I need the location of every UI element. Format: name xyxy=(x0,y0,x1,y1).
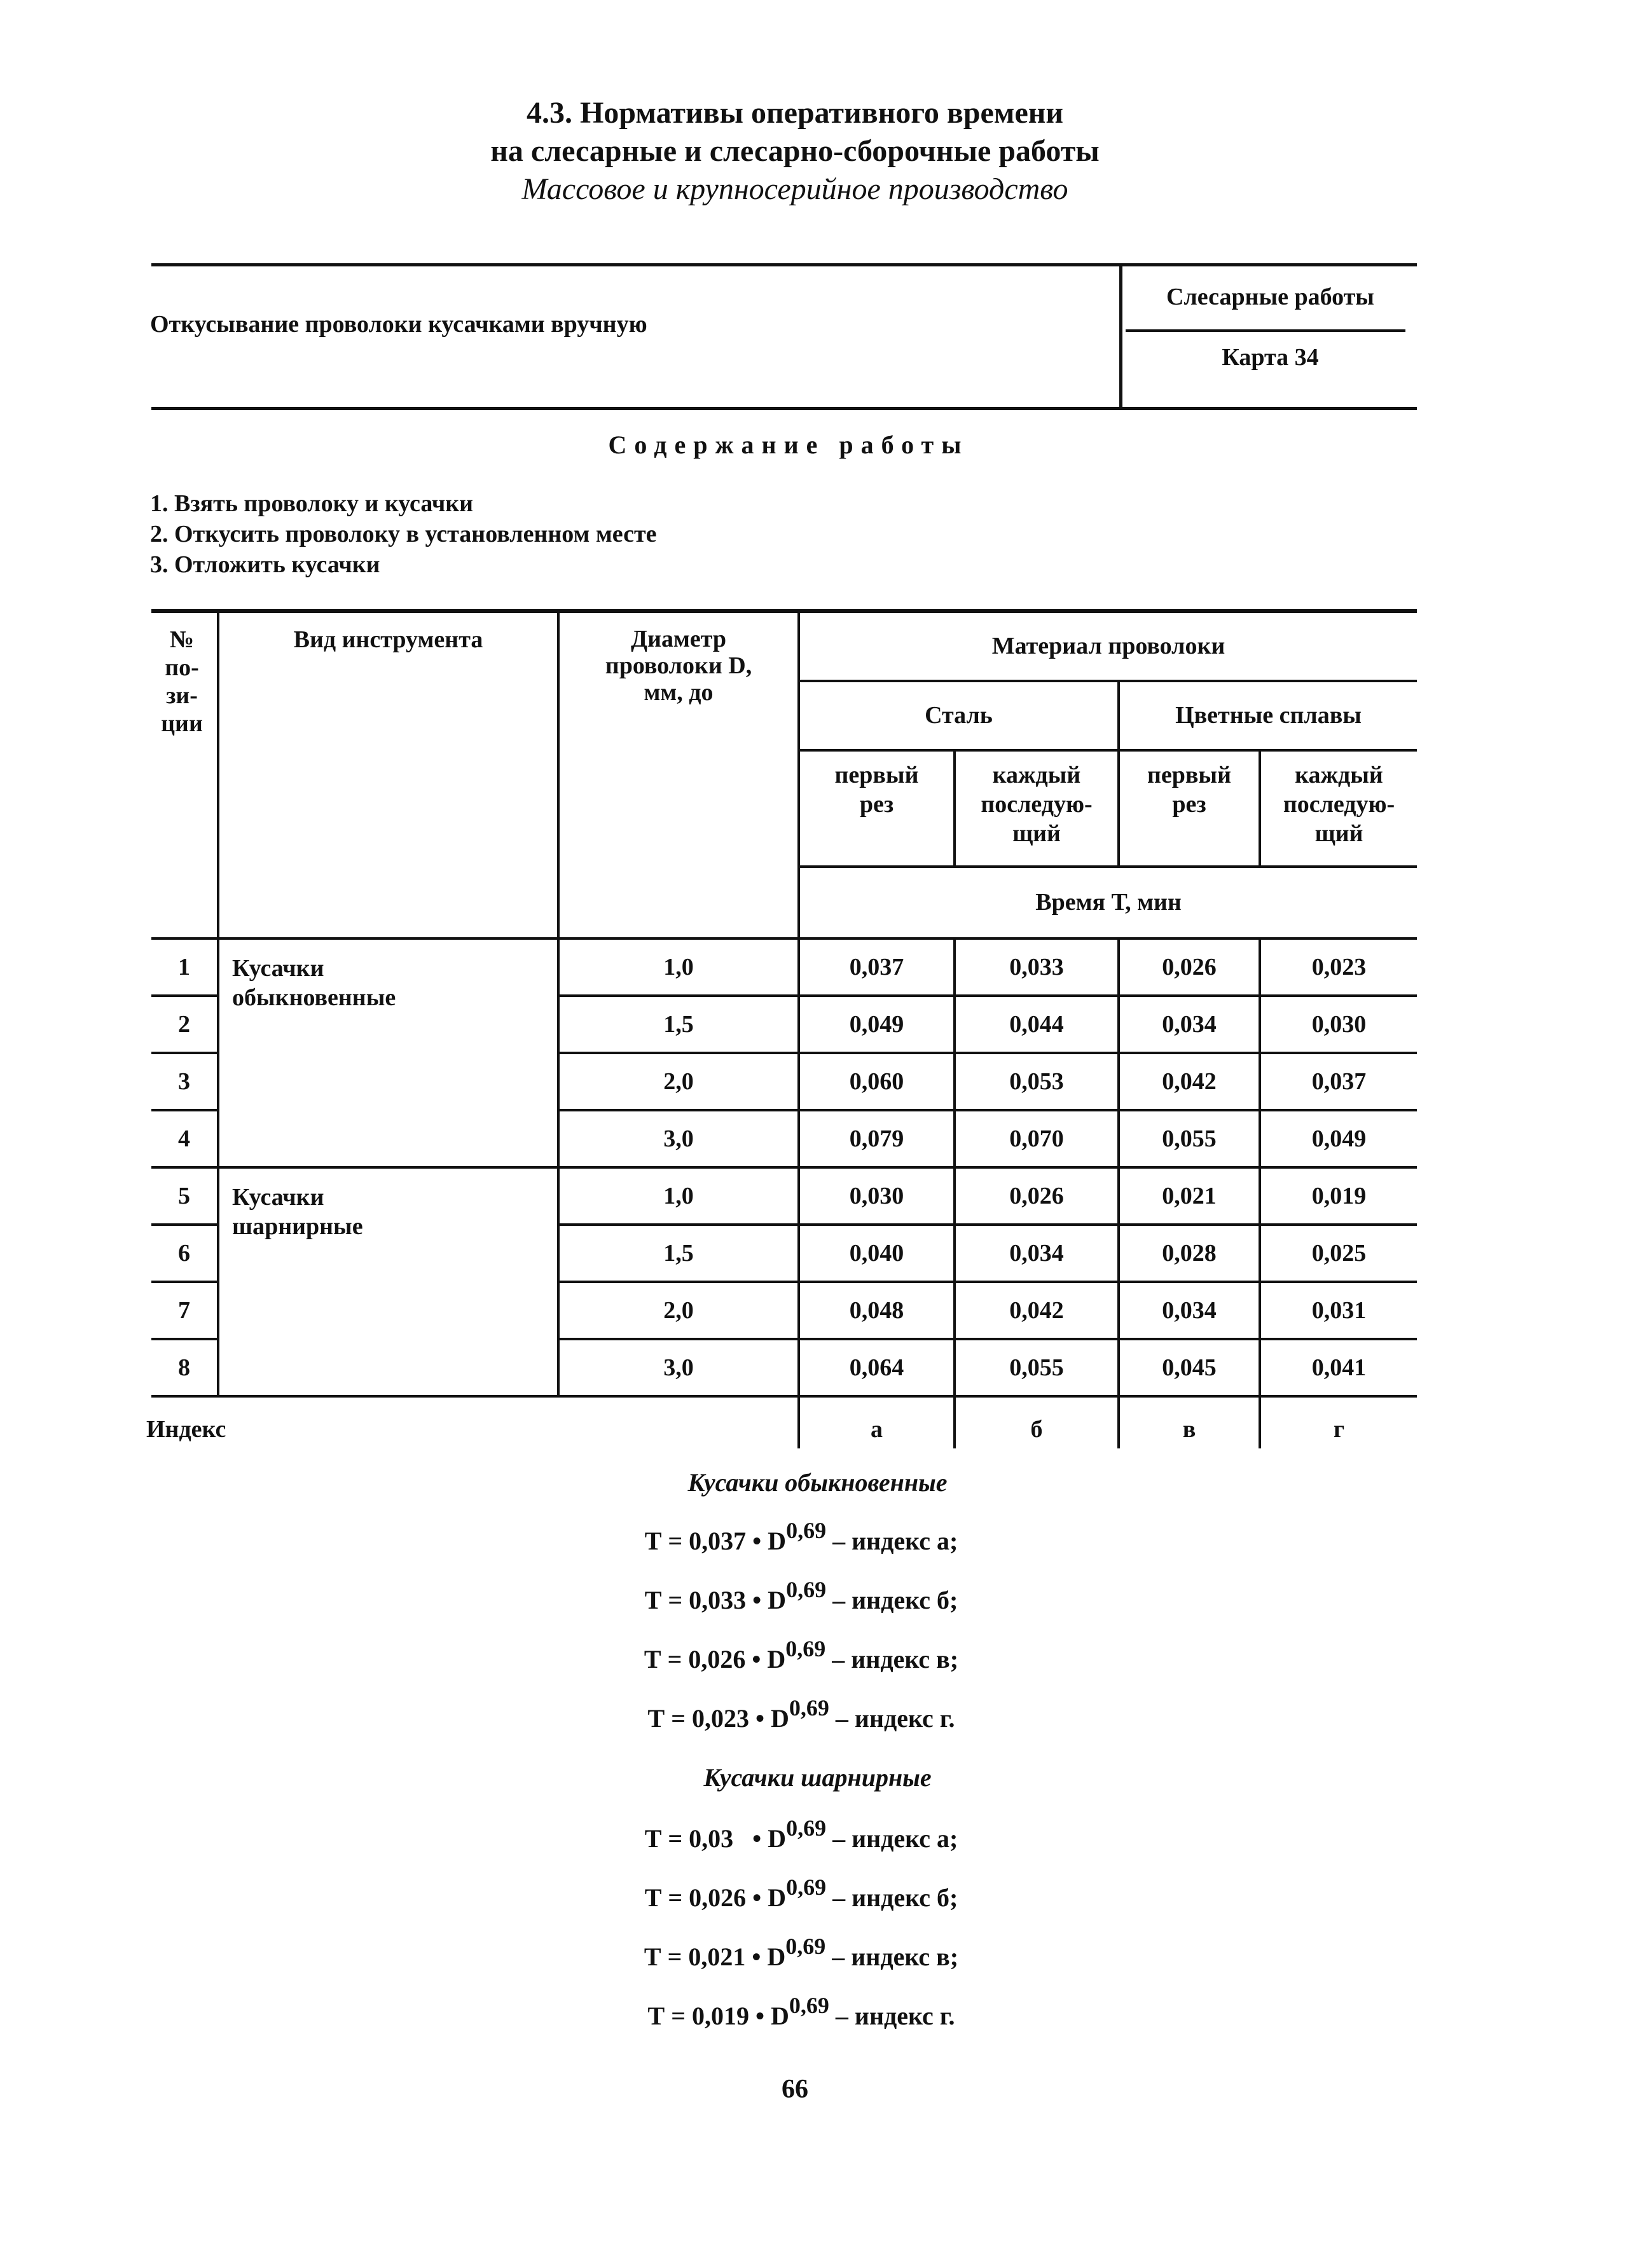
value-cell: 0,042 xyxy=(955,1282,1119,1339)
diameter-cell: 3,0 xyxy=(558,1110,799,1167)
value-cell: 0,034 xyxy=(1119,1282,1260,1339)
value-cell: 0,040 xyxy=(799,1225,955,1282)
position-cell: 7 xyxy=(151,1282,218,1339)
work-type: Слесарные работы xyxy=(1166,284,1374,310)
diameter-cell: 1,0 xyxy=(558,938,799,996)
step-2: 2. Откусить проволоку в установленном месте xyxy=(150,521,657,547)
card-number: Карта 34 xyxy=(1222,344,1319,371)
value-cell: 0,031 xyxy=(1260,1282,1417,1339)
value-cell: 0,037 xyxy=(1260,1053,1417,1110)
position-cell: 3 xyxy=(151,1053,218,1110)
index-letter: г xyxy=(1260,1396,1417,1448)
value-cell: 0,042 xyxy=(1119,1053,1260,1110)
step-3: 3. Отложить кусачки xyxy=(150,551,380,578)
value-cell: 0,019 xyxy=(1260,1167,1417,1225)
value-cell: 0,037 xyxy=(799,938,955,996)
value-cell: 0,048 xyxy=(799,1282,955,1339)
formula: Т = 0,033 • D$^{0,69}$ – индекс б; xyxy=(644,1577,958,1614)
position-cell: 2 xyxy=(151,996,218,1053)
value-cell: 0,041 xyxy=(1260,1339,1417,1396)
subheader-nonferrous-first: первый рез xyxy=(1119,750,1260,867)
formula-group-ordinary-title: Кусачки обыкновенные xyxy=(687,1468,948,1497)
table-row xyxy=(151,938,1417,996)
page-number: 66 xyxy=(782,2075,808,2104)
step-1: 1. Взять проволоку и кусачки xyxy=(150,490,474,517)
column-header-position: № по- зи- ции xyxy=(151,611,218,938)
value-cell: 0,023 xyxy=(1260,938,1417,996)
time-norms-table xyxy=(146,609,1417,1448)
diameter-cell: 1,0 xyxy=(558,1167,799,1225)
position-cell: 8 xyxy=(151,1339,218,1396)
value-cell: 0,030 xyxy=(1260,996,1417,1053)
diameter-cell: 2,0 xyxy=(558,1053,799,1110)
value-cell: 0,028 xyxy=(1119,1225,1260,1282)
page-subtitle: на слесарные и слесарно-сборочные работы xyxy=(490,134,1100,168)
value-cell: 0,033 xyxy=(955,938,1119,996)
value-cell: 0,070 xyxy=(955,1110,1119,1167)
formula: Т = 0,026 • D$^{0,69}$ – индекс в; xyxy=(644,1636,959,1674)
operation-name: Откусывание проволоки кусачками вручную xyxy=(150,311,647,338)
position-cell: 4 xyxy=(151,1110,218,1167)
value-cell: 0,025 xyxy=(1260,1225,1417,1282)
value-cell: 0,034 xyxy=(955,1225,1119,1282)
value-cell: 0,060 xyxy=(799,1053,955,1110)
index-letter: б xyxy=(955,1396,1119,1448)
page-title: 4.3. Нормативы оперативного времени xyxy=(526,96,1064,130)
table-row xyxy=(151,1167,1417,1225)
formula-group-hinged-title: Кусачки шарнирные xyxy=(703,1763,932,1792)
group-header-nonferrous: Цветные сплавы xyxy=(1119,681,1417,750)
index-label: Индекс xyxy=(146,1416,226,1443)
formula: Т = 0,021 • D$^{0,69}$ – индекс в; xyxy=(644,1934,959,1971)
value-cell: 0,026 xyxy=(1119,938,1260,996)
value-cell: 0,026 xyxy=(955,1167,1119,1225)
header-bottom-rule xyxy=(151,407,1417,410)
formula: Т = 0,019 • D$^{0,69}$ – индекс г. xyxy=(647,1993,955,2030)
diameter-cell: 3,0 xyxy=(558,1339,799,1396)
value-cell: 0,021 xyxy=(1119,1167,1260,1225)
value-cell: 0,049 xyxy=(1260,1110,1417,1167)
index-letter: а xyxy=(799,1396,955,1448)
column-header-tool: Вид инструмента xyxy=(218,611,558,938)
time-unit-label: Время Т, мин xyxy=(799,867,1417,938)
header-card-rule xyxy=(1126,329,1405,332)
value-cell: 0,030 xyxy=(799,1167,955,1225)
position-cell: 1 xyxy=(151,938,218,996)
index-row xyxy=(151,1396,1417,1448)
subheader-nonferrous-each: каждый последую- щий xyxy=(1260,750,1417,867)
value-cell: 0,045 xyxy=(1119,1339,1260,1396)
subheader-steel-each: каждый последую- щий xyxy=(955,750,1119,867)
position-cell: 6 xyxy=(151,1225,218,1282)
formula: Т = 0,023 • D$^{0,69}$ – индекс г. xyxy=(647,1695,955,1733)
production-type: Массовое и крупносерийное производство xyxy=(521,172,1068,206)
formula: Т = 0,03 • D$^{0,69}$ – индекс а; xyxy=(644,1815,958,1853)
formula: Т = 0,026 • D$^{0,69}$ – индекс б; xyxy=(644,1874,958,1912)
formula: Т = 0,037 • D$^{0,69}$ – индекс а; xyxy=(644,1518,958,1555)
tool-ordinary-cutters: Кусачки обыкновенные xyxy=(218,938,558,1167)
value-cell: 0,044 xyxy=(955,996,1119,1053)
value-cell: 0,049 xyxy=(799,996,955,1053)
header-top-rule xyxy=(151,263,1417,266)
column-header-diameter: Диаметр проволоки D, мм, до xyxy=(558,611,799,938)
tool-hinged-cutters: Кусачки шарнирные xyxy=(218,1167,558,1396)
value-cell: 0,064 xyxy=(799,1339,955,1396)
value-cell: 0,055 xyxy=(1119,1110,1260,1167)
position-cell: 5 xyxy=(151,1167,218,1225)
index-letter: в xyxy=(1119,1396,1260,1448)
diameter-cell: 1,5 xyxy=(558,996,799,1053)
subheader-steel-first: первый рез xyxy=(799,750,955,867)
value-cell: 0,079 xyxy=(799,1110,955,1167)
column-header-material: Материал проволоки xyxy=(799,611,1417,681)
value-cell: 0,053 xyxy=(955,1053,1119,1110)
value-cell: 0,055 xyxy=(955,1339,1119,1396)
work-content-heading: Содержание работы xyxy=(608,430,969,459)
group-header-steel: Сталь xyxy=(799,681,1119,750)
value-cell: 0,034 xyxy=(1119,996,1260,1053)
diameter-cell: 2,0 xyxy=(558,1282,799,1339)
diameter-cell: 1,5 xyxy=(558,1225,799,1282)
